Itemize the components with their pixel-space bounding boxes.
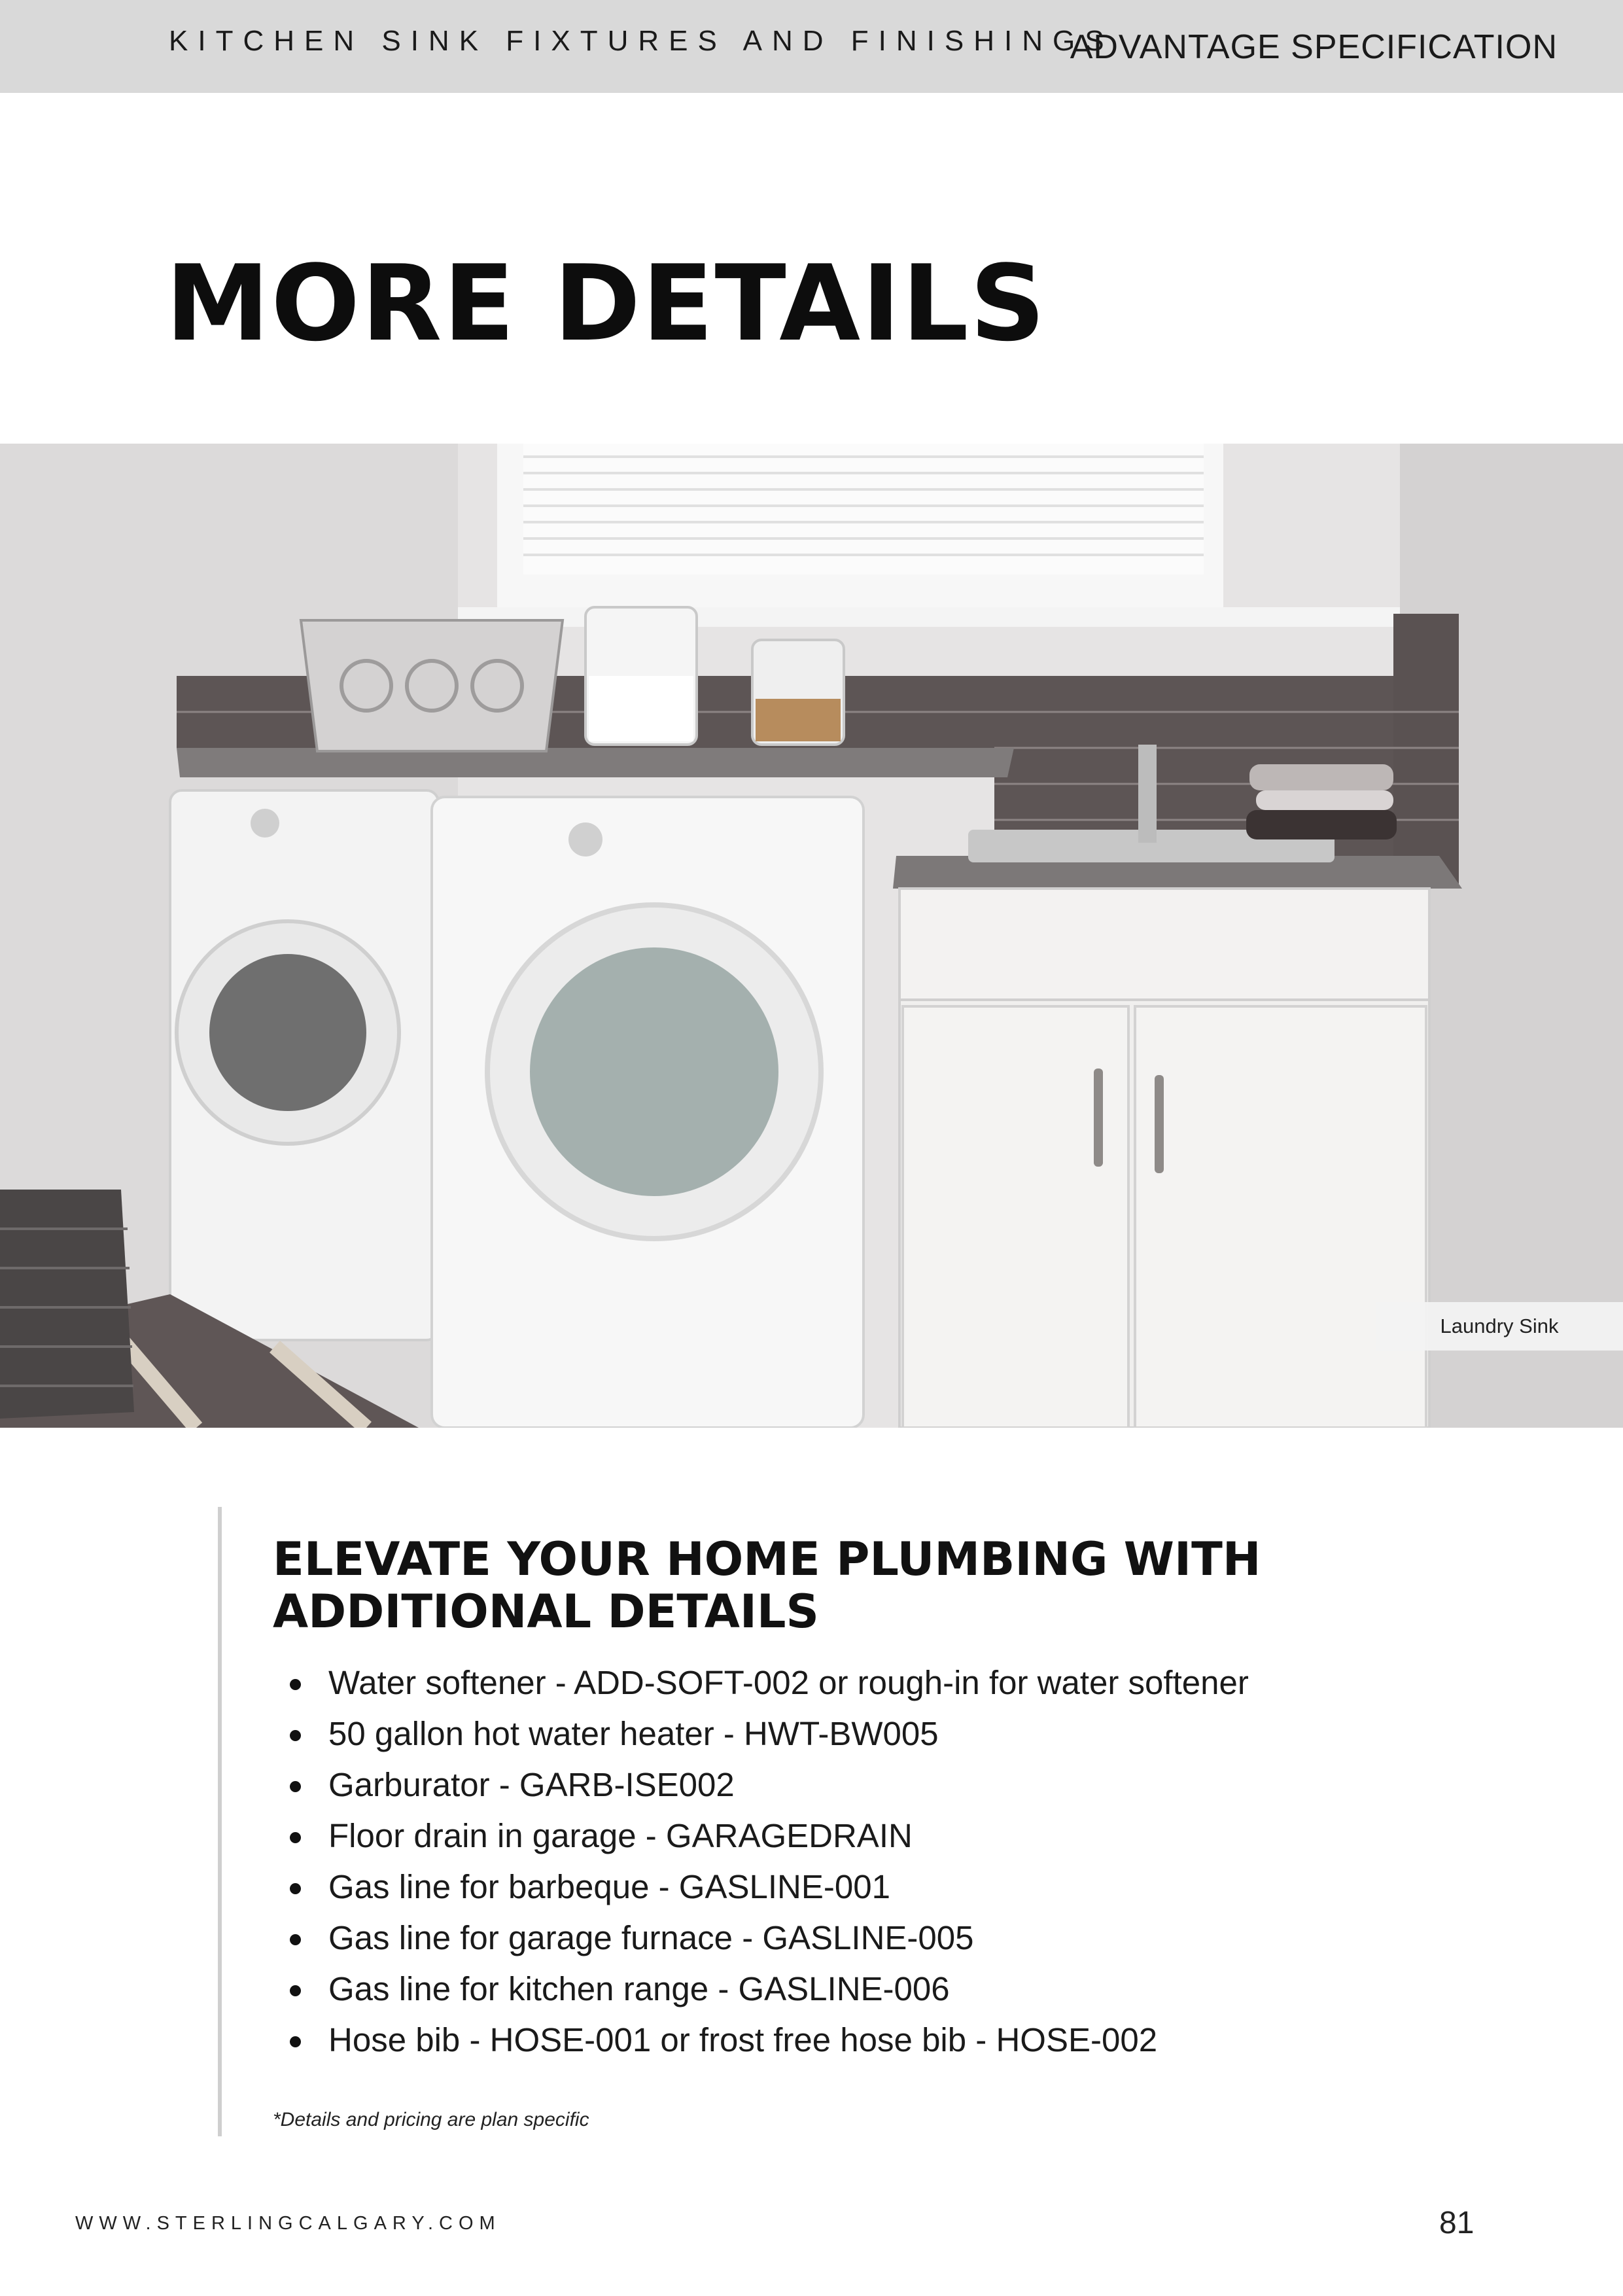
list-item: 50 gallon hot water heater - HWT-BW005 xyxy=(273,1708,1249,1759)
list-item: Gas line for garage furnace - GASLINE-005 xyxy=(273,1913,1249,1964)
details-section xyxy=(218,1507,1465,2136)
page-number: 81 xyxy=(1439,2206,1475,2240)
list-item: Floor drain in garage - GARAGEDRAIN xyxy=(273,1810,1249,1862)
photo-caption: Laundry Sink xyxy=(1376,1302,1623,1351)
laundry-room-photo xyxy=(0,444,1623,1428)
list-item: Gas line for barbeque - GASLINE-001 xyxy=(273,1862,1249,1913)
details-list xyxy=(273,1657,1249,2066)
footer-url[interactable]: WWW.STERLINGCALGARY.COM xyxy=(75,2213,501,2234)
header-section-label: KITCHEN SINK FIXTURES AND FINISHINGS xyxy=(169,25,1114,57)
list-item: Garburator - GARB-ISE002 xyxy=(273,1759,1249,1810)
header-bar xyxy=(0,0,1623,93)
list-item: Water softener - ADD-SOFT-002 or rough-in for water softener xyxy=(273,1657,1249,1708)
section-title: ELEVATE YOUR HOME PLUMBING WITH ADDITIONAL DETAILS xyxy=(273,1532,1261,1638)
list-item: Gas line for kitchen range - GASLINE-006 xyxy=(273,1964,1249,2015)
list-item: Hose bib - HOSE-001 or frost free hose bib - HOSE-002 xyxy=(273,2015,1249,2066)
header-doc-label: ADVANTAGE SPECIFICATION xyxy=(1070,28,1558,66)
footnote: *Details and pricing are plan specific xyxy=(273,2109,589,2130)
page-title: MORE DETAILS xyxy=(166,242,1047,364)
